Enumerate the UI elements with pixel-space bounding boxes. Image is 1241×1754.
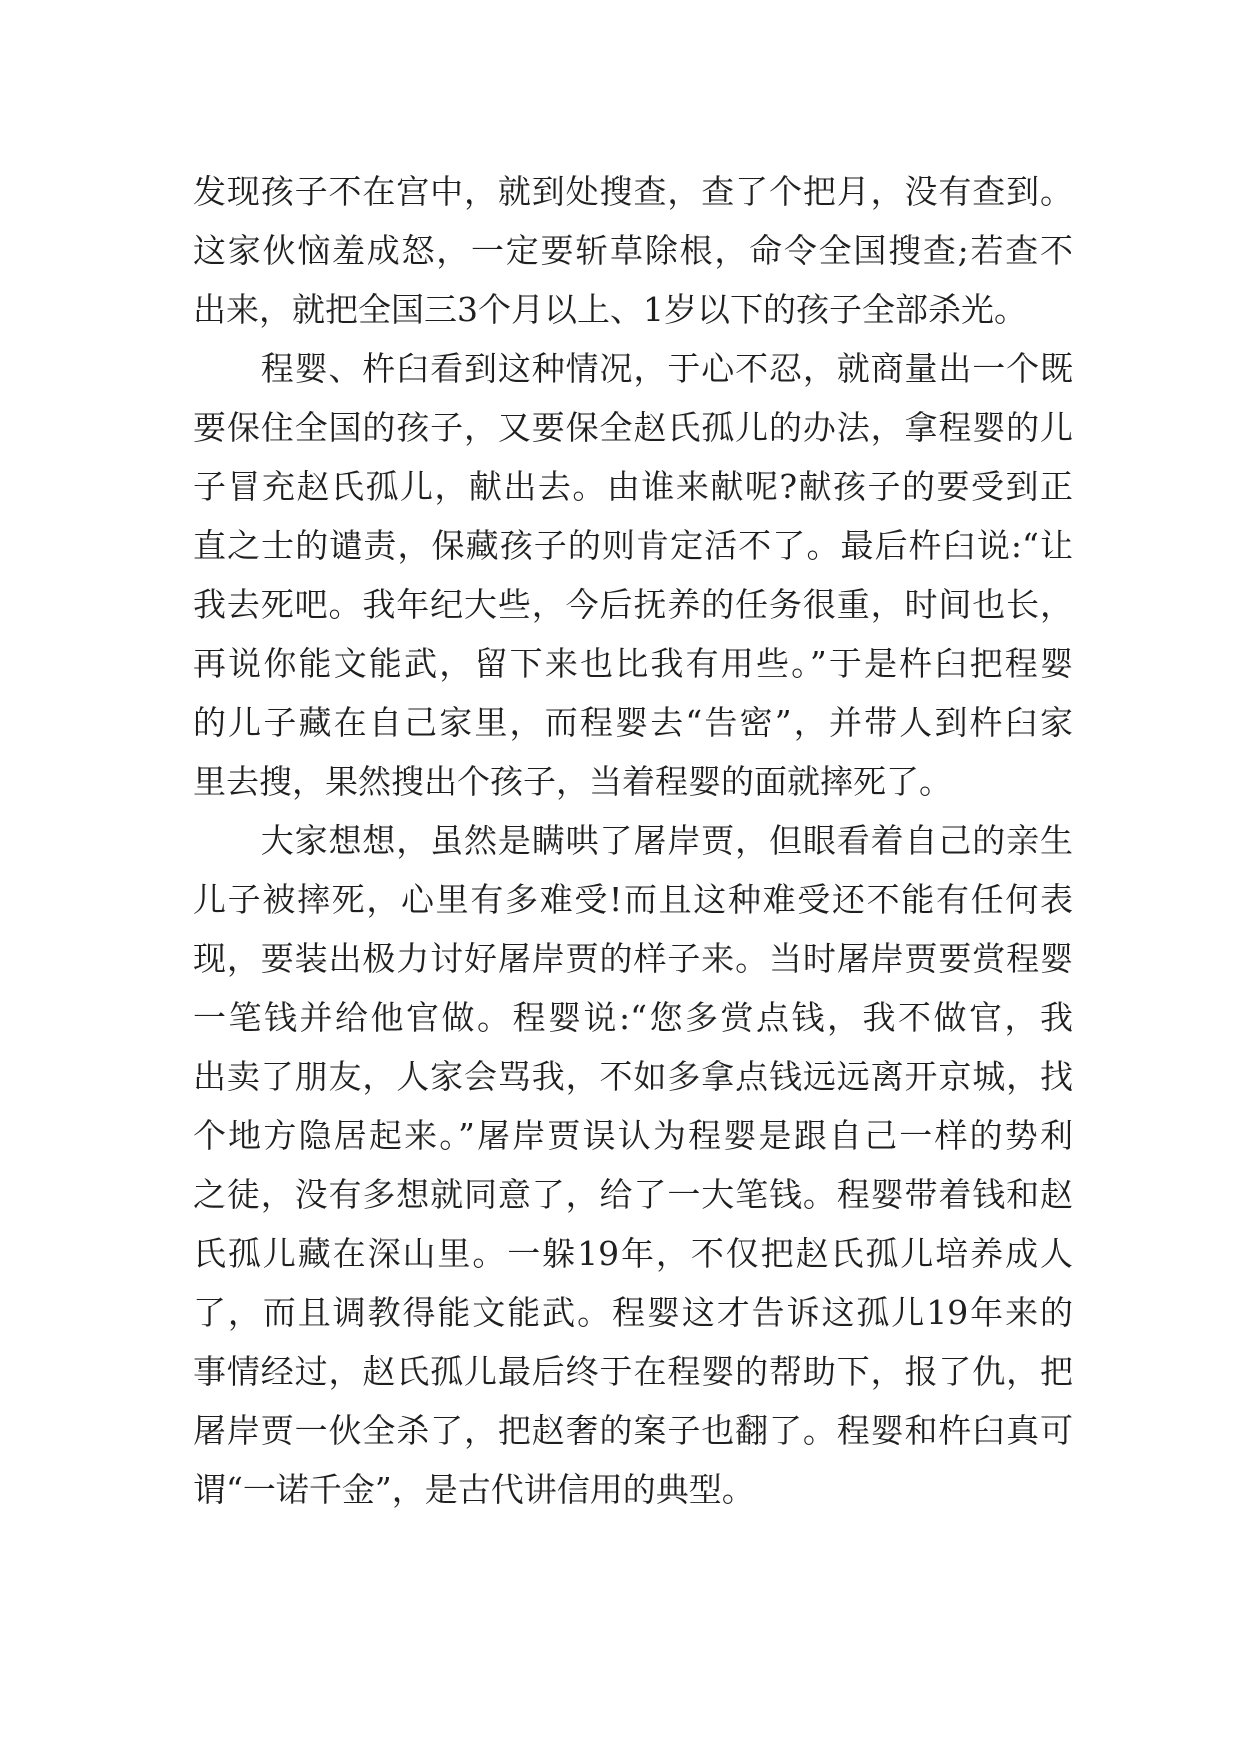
text-line: 我去死吧。我年纪大些，今后抚养的任务很重，时间也长， (193, 585, 1073, 624)
text-line: 程婴、杵臼看到这种情况，于心不忍，就商量出一个既 (193, 349, 1073, 388)
text-line: 现，要装出极力讨好屠岸贾的样子来。当时屠岸贾要赏程婴 (193, 939, 1073, 978)
text-line: 儿子被摔死，心里有多难受!而且这种难受还不能有任何表 (193, 880, 1073, 919)
text-line: 要保住全国的孩子，又要保全赵氏孤儿的办法，拿程婴的儿 (193, 408, 1073, 447)
text-line: 大家想想，虽然是瞒哄了屠岸贾，但眼看着自己的亲生 (193, 821, 1073, 860)
text-line: 屠岸贾一伙全杀了，把赵奢的案子也翻了。程婴和杵臼真可 (193, 1411, 1073, 1450)
text-line: 一笔钱并给他官做。程婴说:“您多赏点钱，我不做官，我 (193, 998, 1073, 1037)
text-line: 出来，就把全国三3个月以上、1岁以下的孩子全部杀光。 (193, 290, 1027, 329)
text-line: 里去搜，果然搜出个孩子，当着程婴的面就摔死了。 (193, 762, 952, 801)
text-line: 再说你能文能武，留下来也比我有用些。”于是杵臼把程婴 (193, 644, 1073, 683)
body-text (193, 162, 1073, 1519)
text-line: 事情经过，赵氏孤儿最后终于在程婴的帮助下，报了仇，把 (193, 1352, 1073, 1391)
text-line: 子冒充赵氏孤儿，献出去。由谁来献呢?献孩子的要受到正 (193, 467, 1073, 506)
text-line: 了，而且调教得能文能武。程婴这才告诉这孤儿19年来的 (193, 1293, 1073, 1332)
text-line: 之徒，没有多想就同意了，给了一大笔钱。程婴带着钱和赵 (193, 1175, 1073, 1214)
text-line: 氏孤儿藏在深山里。一躲19年，不仅把赵氏孤儿培养成人 (193, 1234, 1073, 1273)
text-line: 直之士的谴责，保藏孩子的则肯定活不了。最后杵臼说:“让 (193, 526, 1073, 565)
text-line: 发现孩子不在宫中，就到处搜查，查了个把月，没有查到。 (193, 172, 1073, 211)
text-line: 的儿子藏在自己家里，而程婴去“告密”，并带人到杵臼家 (193, 703, 1073, 742)
text-line: 谓“一诺千金”，是古代讲信用的典型。 (193, 1470, 755, 1509)
text-line: 这家伙恼羞成怒，一定要斩草除根，命令全国搜查;若查不 (193, 231, 1073, 270)
text-line: 个地方隐居起来。”屠岸贾误认为程婴是跟自己一样的势利 (193, 1116, 1073, 1155)
text-line: 出卖了朋友，人家会骂我，不如多拿点钱远远离开京城，找 (193, 1057, 1073, 1096)
